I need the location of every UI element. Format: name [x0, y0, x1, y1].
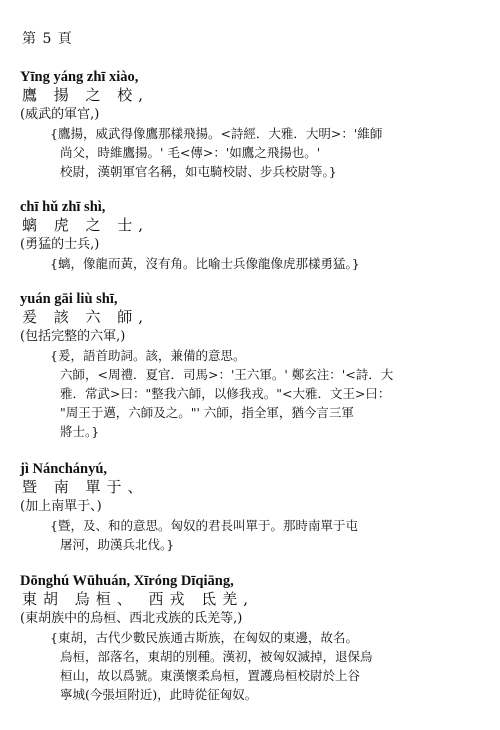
translation-line: (東胡族中的烏桓、西北戎族的氐羌等,)	[20, 611, 243, 626]
annotation-line: {鷹揚，威武得像鷹那樣飛揚。<詩經．大雅．大明>：'維師	[50, 126, 383, 141]
annotation-line: 尚父，時維鷹揚。' 毛<傳>：'如鷹之飛揚也。'	[60, 145, 321, 160]
annotation-line: 將士。}	[60, 424, 100, 439]
annotation-line: 桓山，故以爲號。東漢懷柔烏桓，置護烏桓校尉於上谷	[60, 668, 361, 683]
pinyin-line: Dōnghú Wūhuán, Xīróng Dīqiāng,	[20, 573, 234, 589]
page-number: 第 5 頁	[22, 31, 73, 47]
entry-chi-hu	[20, 198, 485, 273]
annotation-block	[50, 124, 485, 181]
annotation-line: {爰，語首助詞。該，兼備的意思。	[50, 348, 246, 363]
annotation-block	[50, 516, 485, 554]
annotation-line: {東胡，古代少數民族通古斯族，在匈奴的東邊，故名。	[50, 630, 358, 645]
chinese-phrase: 暨 南 單于、	[22, 478, 149, 496]
annotation-block	[50, 254, 485, 273]
annotation-block	[50, 628, 485, 704]
entry-donghu-wuhuan	[20, 572, 485, 704]
entry-ying-yang	[20, 68, 485, 181]
pinyin-line: jì Nánchányú,	[20, 461, 108, 477]
pinyin-line: yuán gāi liù shī,	[20, 291, 118, 307]
annotation-line: 校尉，漢朝軍官名稱，如屯騎校尉、步兵校尉等。}	[60, 164, 337, 179]
annotation-line: "周王于邁，六師及之。"' 六師，指全軍，猶今言三軍	[60, 405, 354, 420]
translation-line: (勇猛的士兵,)	[20, 237, 100, 252]
chinese-phrase: 爰 該 六 師,	[22, 308, 150, 326]
annotation-block	[50, 346, 485, 441]
annotation-line: 六師，<周禮．夏官．司馬>：'王六軍。' 鄭玄注：'<詩．大	[60, 367, 394, 382]
translation-line: (加上南單于、)	[20, 499, 102, 514]
annotation-line: {暨，及、和的意思。匈奴的君長叫單于。那時南單于屯	[50, 518, 358, 533]
chinese-phrase: 東胡 烏桓、 西戎 氐羌,	[22, 590, 255, 608]
translation-line: (威武的軍官,)	[20, 107, 100, 122]
pinyin-line: chī hǔ zhī shì,	[20, 199, 106, 215]
annotation-line: 寧城(今張垣附近)，此時從征匈奴。	[60, 687, 258, 702]
annotation-line: 烏桓，部落名，東胡的別種。漢初，被匈奴滅掉，退保烏	[60, 649, 373, 664]
translation-line: (包括完整的六軍,)	[20, 329, 126, 344]
annotation-line: {螭，像龍而黃，沒有角。比喻士兵像龍像虎那樣勇猛。}	[50, 256, 360, 271]
entry-yuan-gai	[20, 290, 485, 441]
entry-ji-nanchanyu	[20, 460, 485, 554]
pinyin-line: Yīng yáng zhī xiào,	[20, 69, 139, 85]
chinese-phrase: 鷹 揚 之 校,	[22, 86, 150, 104]
annotation-line: 屠河，助漢兵北伐。}	[60, 537, 175, 552]
chinese-phrase: 螭 虎 之 士,	[22, 216, 150, 234]
annotation-line: 雅．常武>曰："整我六師，以修我戎。"<大雅．文王>曰：	[60, 386, 391, 401]
